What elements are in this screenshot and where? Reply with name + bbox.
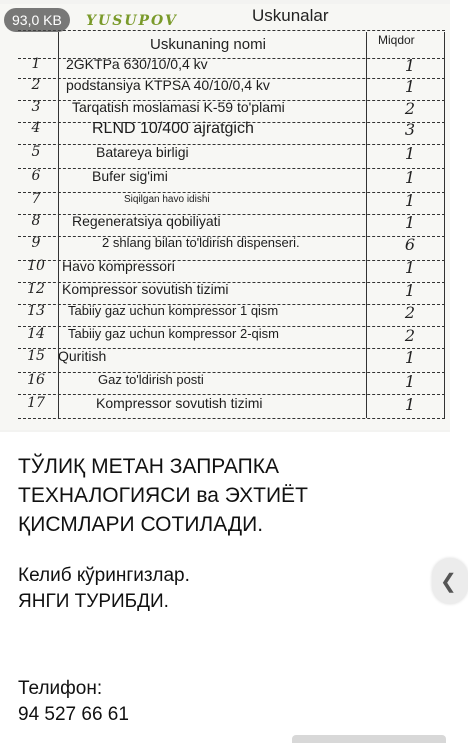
row-number: 16 bbox=[27, 372, 45, 388]
bottom-handle-bar bbox=[292, 735, 446, 743]
row-name: Kompressor sovutish tizimi bbox=[96, 395, 263, 411]
message-line-new: ЯНГИ ТУРИБДИ. bbox=[18, 591, 169, 612]
row-name: Regeneratsiya qobiliyati bbox=[72, 213, 221, 229]
table-row bbox=[0, 56, 450, 76]
table-row bbox=[0, 281, 450, 301]
row-name: Tarqatish moslamasi K-59 to'plami bbox=[72, 99, 285, 115]
table-row bbox=[0, 395, 450, 415]
row-name: Kompressor sovutish tizimi bbox=[62, 281, 229, 297]
row-number: 2 bbox=[31, 77, 41, 93]
row-qty: 1 bbox=[404, 77, 416, 96]
row-qty: 1 bbox=[404, 258, 416, 277]
row-qty: 1 bbox=[404, 281, 416, 300]
table-row bbox=[0, 348, 450, 368]
message-body[interactable] bbox=[0, 432, 450, 743]
row-number: 10 bbox=[27, 258, 45, 274]
row-qty: 2 bbox=[404, 99, 416, 118]
table-row bbox=[0, 372, 450, 392]
row-qty: 3 bbox=[404, 120, 416, 139]
row-number: 8 bbox=[31, 213, 41, 229]
column-header-qty: Miqdor bbox=[378, 33, 415, 47]
row-qty: 6 bbox=[404, 235, 416, 254]
row-name: Gaz to'ldirish posti bbox=[98, 372, 204, 387]
table-border-line bbox=[18, 418, 445, 419]
table-row bbox=[0, 191, 450, 211]
headline-line: ТЕХНАЛОГИЯСИ ва ЭХТИЁТ bbox=[18, 484, 308, 507]
table-row bbox=[0, 168, 450, 188]
table-row bbox=[0, 303, 450, 323]
row-qty: 1 bbox=[404, 144, 416, 163]
row-name: Quritish bbox=[58, 348, 107, 364]
headline-line: ҚИСМЛАРИ СОТИЛАДИ. bbox=[18, 513, 264, 536]
row-qty: 1 bbox=[404, 395, 416, 414]
row-number: 7 bbox=[31, 191, 41, 207]
row-number: 1 bbox=[31, 56, 41, 72]
file-size-badge[interactable]: 93,0 KB bbox=[4, 8, 70, 32]
row-name: 2GKTPa 630/10/0,4 kv bbox=[66, 56, 208, 72]
row-number: 6 bbox=[31, 168, 41, 184]
headline-line: ТЎЛИҚ МЕТАН ЗАПРАПКА bbox=[18, 455, 280, 478]
row-name: Batareya birligi bbox=[96, 144, 189, 160]
row-number: 14 bbox=[27, 326, 45, 342]
row-qty: 1 bbox=[404, 191, 416, 210]
chevron-left-icon: ❮ bbox=[440, 571, 457, 593]
row-name: podstansiya KTPSA 40/10/0,4 kv bbox=[66, 77, 270, 93]
table-border-line bbox=[18, 30, 445, 31]
row-name: Bufer sig'imi bbox=[92, 168, 168, 184]
row-qty: 1 bbox=[404, 168, 416, 187]
message-line-come-see: Келиб кўрингизлар. bbox=[18, 565, 190, 586]
table-row bbox=[0, 144, 450, 164]
phone-label: Телифон: bbox=[18, 678, 103, 699]
row-qty: 2 bbox=[404, 326, 416, 345]
row-number: 13 bbox=[27, 303, 45, 319]
row-qty: 2 bbox=[404, 303, 416, 322]
row-qty: 1 bbox=[404, 372, 416, 391]
table-row bbox=[0, 326, 450, 346]
row-number: 9 bbox=[31, 235, 41, 251]
row-number: 4 bbox=[31, 120, 41, 136]
row-name: RLND 10/400 ajratgich bbox=[92, 120, 254, 137]
row-number: 15 bbox=[27, 348, 45, 364]
message-headline bbox=[18, 452, 308, 539]
table-row bbox=[0, 258, 450, 278]
side-share-button[interactable] bbox=[432, 558, 468, 604]
row-number: 17 bbox=[27, 395, 45, 411]
table-row bbox=[0, 77, 450, 97]
table-row bbox=[0, 120, 450, 140]
table-row bbox=[0, 99, 450, 119]
row-number: 12 bbox=[27, 281, 45, 297]
row-number: 3 bbox=[31, 99, 41, 115]
phone-number[interactable]: 94 527 66 61 bbox=[18, 704, 129, 725]
table-title: Uskunalar bbox=[252, 6, 329, 25]
row-name: Havo kompressori bbox=[62, 258, 175, 274]
row-name: Tabiiy gaz uchun kompressor 1 qism bbox=[68, 303, 279, 318]
row-qty: 1 bbox=[404, 213, 416, 232]
table-row bbox=[0, 235, 450, 255]
row-qty: 1 bbox=[404, 56, 416, 75]
table-row bbox=[0, 213, 450, 233]
row-qty: 1 bbox=[404, 348, 416, 367]
row-number: 5 bbox=[31, 144, 41, 160]
column-header-name: Uskunaning nomi bbox=[150, 36, 266, 53]
row-name: Siqilgan havo idishi bbox=[124, 194, 210, 205]
watermark: YUSUPOV bbox=[86, 13, 178, 29]
row-name: 2 shlang bilan to'ldirish dispenseri. bbox=[102, 235, 300, 250]
row-name: Tabiiy gaz uchun kompressor 2-qism bbox=[68, 326, 279, 341]
